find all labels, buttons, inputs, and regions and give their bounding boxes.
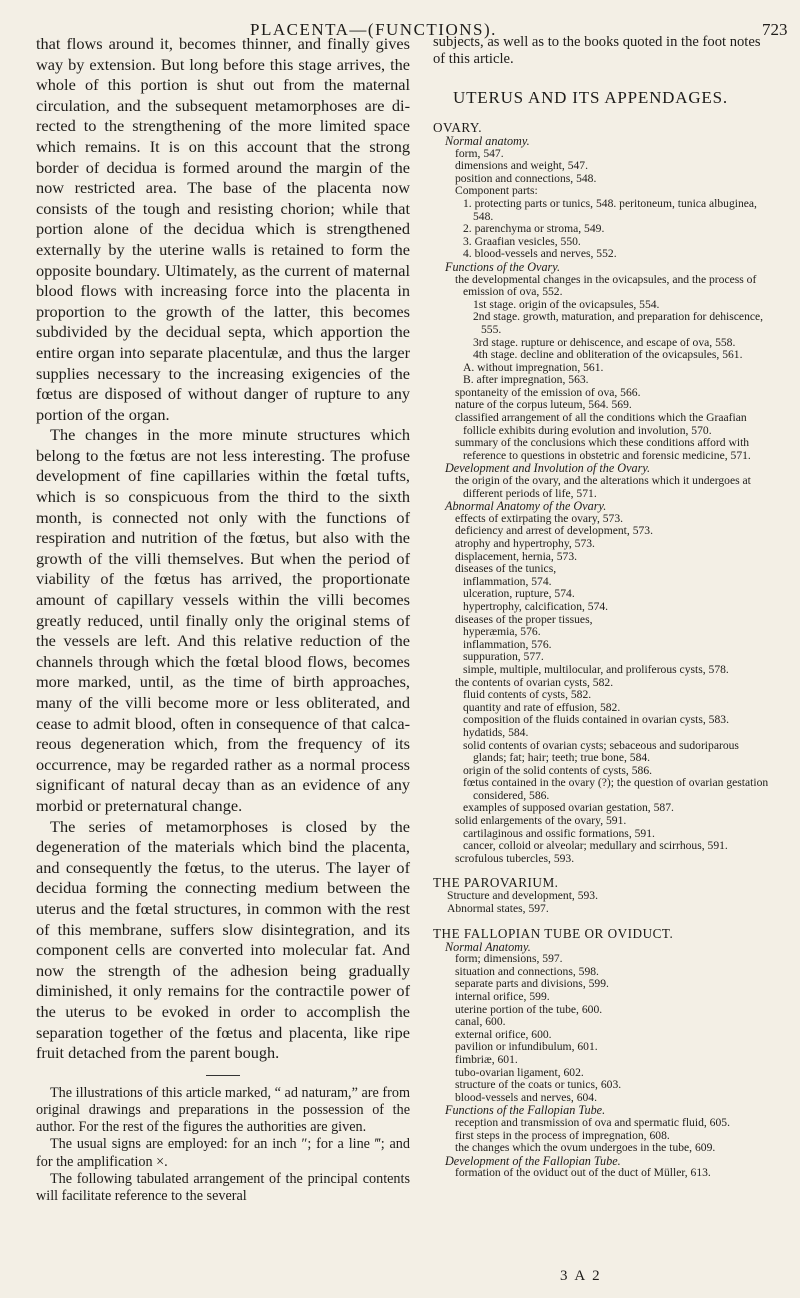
body-paragraph: The series of metamorphoses is closed by the degeneration of the materials which bind the placenta, and consequently the fœtus, to the uterus. The layer of decidua forming the connecting medium between the uterus and the fœtal structures, in common with the rest of this membrane, suffers slow disintegration, and its component cells are converted into molecular fat. And now the strength of the adhesion being gradually diminished, it only remains for the contractile power of the uterus to be evoked in order to accomplish the separation together of the fœtus and placenta, like ripe fruit detached from the parent bough.: [36, 816, 410, 1063]
section-title: THE PAROVARIUM.: [433, 875, 559, 891]
contents-entry: first steps in the process of impregnation, 608.: [455, 1128, 670, 1142]
body-paragraph: The changes in the more minute structures which belong to the fœtus are not less interesting. The profuse development of fine capillaries within the fœtal tufts, which is so conspicuous from the third to the sixth month, is connected not only with the functions of respiration and nutrition of the fœtus, but also with the growth of the villi themselves. But when the period of viability of the fœtus has arrived, the proportionate amount of capillary vessels within the villi becomes greatly reduced, until finally only the original stems of the vessels are left. And this relative reduction of the channels through which the fœtal blood flows, becomes more marked, until, as the time of birth approaches, many of the villi become more or less obliterated, and cease to admit blood, often in consequence of that calcareous degeneration which, from the frequency of its occurrence, may be regarded rather as a normal process significant of natural decay than as an evidence of any morbid or preternatural change.: [36, 425, 410, 815]
section-title: THE FALLOPIAN TUBE OR OVIDUCT.: [433, 925, 674, 941]
contents-entry: 4. blood-vessels and nerves, 552.: [463, 247, 617, 261]
contents-entry: simple, multiple, multilocular, and proliferous cysts, 578.: [463, 662, 729, 676]
contents-entry: separate parts and divisions, 599.: [455, 977, 609, 991]
subsection-title: Development and Involution of the Ovary.: [445, 461, 651, 476]
contents-entry: blood-vessels and nerves, 604.: [455, 1090, 597, 1104]
contents-entry: hydatids, 584.: [463, 725, 529, 739]
contents-entry: diseases of the proper tissues,: [455, 612, 593, 626]
subsection-title: Normal anatomy.: [445, 134, 530, 148]
contents-heading: UTERUS AND ITS APPENDAGES.: [453, 88, 728, 107]
contents-entry: ulceration, rupture, 574.: [463, 587, 575, 601]
contents-entry: reception and transmission of ova and spermatic fluid, 605.: [455, 1115, 730, 1129]
contents-entry: suppuration, 577.: [463, 650, 544, 664]
subsection-title: Development of the Fallopian Tube.: [445, 1153, 621, 1168]
contents-section: [433, 875, 773, 915]
contents-entry: uterine portion of the tube, 600.: [455, 1002, 603, 1016]
contents-entry: cancer, colloid or alveolar; medullary and scirrhous, 591.: [463, 839, 728, 853]
contents-entry: 4th stage. decline and obliteration of the ovicapsules, 561.: [473, 348, 743, 362]
contents-entry: scrofulous tubercles, 593.: [455, 851, 575, 865]
contents-entry: tubo-ovarian ligament, 602.: [455, 1065, 584, 1079]
contents-entry: the contents of ovarian cysts, 582.: [455, 675, 614, 689]
contents-entry: the origin of the ovary, and the alterations which it undergoes at different periods of life, 571.: [455, 474, 751, 500]
contents-entry: the developmental changes in the ovicapsules, and the process of emission of ova, 552.: [455, 272, 757, 299]
contents-entry: 3. Graafian vesicles, 550.: [463, 234, 581, 248]
contents-entry: dimensions and weight, 547.: [455, 159, 588, 173]
contents-entry: the changes which the ovum undergoes in the tube, 609.: [455, 1141, 716, 1155]
signature-mark: 3 A 2: [560, 1268, 602, 1284]
contents-entry: composition of the fluids contained in ovarian cysts, 583.: [463, 713, 729, 727]
contents-entry: deficiency and arrest of development, 573.: [455, 524, 653, 538]
contents-entry: inflammation, 574.: [463, 574, 552, 588]
contents-entry: hyperæmia, 576.: [463, 625, 541, 639]
contents-section: [433, 120, 773, 865]
note-paragraph: The illustrations of this article marked, “ ad naturam,” are from original drawings and preparations in the possession of the author. For the rest of the figures the authorities are given.: [36, 1084, 410, 1136]
contents-entry: displacement, hernia, 573.: [455, 549, 578, 563]
contents-entry: fimbriæ, 601.: [455, 1052, 518, 1066]
contents-entry: effects of extirpating the ovary, 573.: [455, 511, 624, 525]
subsection-title: Functions of the Fallopian Tube.: [445, 1103, 606, 1118]
intro-text: subjects, as well as to the books quoted in the foot notes of this article.: [433, 34, 761, 67]
table-of-contents: [433, 120, 773, 1180]
contents-entry: external orifice, 600.: [455, 1027, 552, 1041]
left-column: [36, 34, 410, 1205]
contents-entry: internal orifice, 599.: [455, 990, 550, 1003]
section-divider: [206, 1075, 240, 1076]
contents-entry: atrophy and hypertrophy, 573.: [455, 537, 595, 550]
contents-entry: 1st stage. origin of the ovicapsules, 554.: [473, 297, 660, 311]
subsection-title: Abnormal Anatomy of the Ovary.: [445, 499, 607, 514]
contents-entry: inflammation, 576.: [463, 637, 552, 651]
contents-entry: Abnormal states, 597.: [447, 902, 549, 916]
subsection-title: Normal Anatomy.: [445, 939, 531, 954]
contents-entry: origin of the solid contents of cysts, 586.: [463, 763, 653, 777]
contents-entry: Structure and development, 593.: [447, 889, 599, 903]
contents-entry: form, 547.: [455, 146, 504, 160]
right-column: [433, 34, 773, 1180]
contents-entry: nature of the corpus luteum, 564. 569.: [455, 398, 632, 412]
contents-entry: solid enlargements of the ovary, 591.: [455, 814, 627, 828]
contents-entry: 2nd stage. growth, maturation, and preparation for dehiscence, 555.: [473, 310, 764, 336]
contents-entry: 1. protecting parts or tunics, 548. peritoneum, tunica albuginea, 548.: [463, 196, 757, 223]
contents-entry: Component parts:: [455, 184, 538, 198]
contents-entry: examples of supposed ovarian gestation, 587.: [463, 801, 674, 815]
contents-entry: situation and connections, 598.: [455, 964, 599, 978]
contents-entry: A. without impregnation, 561.: [463, 360, 604, 374]
contents-entry: diseases of the tunics,: [455, 562, 557, 576]
contents-entry: spontaneity of the emission of ova, 566.: [455, 385, 641, 399]
contents-entry: form; dimensions, 597.: [455, 952, 563, 966]
contents-entry: fluid contents of cysts, 582.: [463, 688, 592, 702]
section-title: OVARY.: [433, 120, 483, 135]
contents-entry: summary of the conclusions which these conditions afford with reference to questions in obstetric and forensic medicine, 571.: [455, 436, 751, 462]
author-notes: [36, 1085, 410, 1205]
contents-entry: canal, 600.: [455, 1015, 506, 1029]
page-number: 723: [762, 20, 788, 39]
contents-entry: pavilion or infundibulum, 601.: [455, 1040, 598, 1054]
contents-entry: structure of the coats or tunics, 603.: [455, 1078, 622, 1092]
contents-section: [433, 926, 773, 1180]
note-paragraph: The usual signs are employed: for an inch ″; for a line ‴; and for the amplification ×.: [36, 1136, 410, 1170]
contents-entry: solid contents of ovarian cysts; sebaceous and sudoriparous glands; fat; hair; teeth; true bone, 584.: [463, 738, 739, 765]
contents-entry: hypertrophy, calcification, 574.: [463, 599, 609, 613]
contents-entry: B. after impregnation, 563.: [463, 373, 589, 387]
contents-entry: position and connections, 548.: [455, 171, 597, 185]
contents-entry: fœtus contained in the ovary (?); the question of ovarian gestation considered, 586.: [463, 776, 769, 802]
contents-entry: quantity and rate of effusion, 582.: [463, 700, 621, 714]
subsection-title: Functions of the Ovary.: [445, 259, 561, 274]
contents-entry: classified arrangement of all the conditions which the Graafian follicle exhibits during evolution and involution, 570.: [455, 411, 747, 437]
contents-entry: 3rd stage. rupture or dehiscence, and escape of ova, 558.: [473, 335, 736, 349]
note-paragraph: The following tabulated arrangement of the principal contents will facilitate reference to the several: [36, 1170, 410, 1204]
running-title: PLACENTA—(FUNCTIONS).: [250, 20, 497, 39]
contents-entry: 2. parenchyma or stroma, 549.: [463, 222, 605, 236]
body-paragraph: that flows around it, becomes thinner, and finally gives way by extension. But long before this stage arrives, the whole of this portion is shut out from the maternal circulation, and the subsequent metamorphoses are directed to the strengthening of the more limited space which remains. It is on this account that the strong border of decidua is formed around the margin of the now restricted area. The base of the placenta now consists of the tough and resisting chorion; while that portion alone of the decidua which is strengthened externally by the uterine walls is retained to form the opposite boundary. Ultimately, as the current of maternal blood flows with increasing force into the placenta in proportion to the growth of the latter, this becomes subdivided by the decidual septa, which apportion the entire organ into separate placentulæ, and thus the larger supplies necessary to the increasing exigencies of the fœtus are disposed of without danger of rupture to any portion of the organ.: [36, 34, 410, 424]
contents-entry: formation of the oviduct out of the duct of Müller, 613.: [455, 1166, 711, 1180]
contents-entry: cartilaginous and ossific formations, 591.: [463, 826, 655, 840]
